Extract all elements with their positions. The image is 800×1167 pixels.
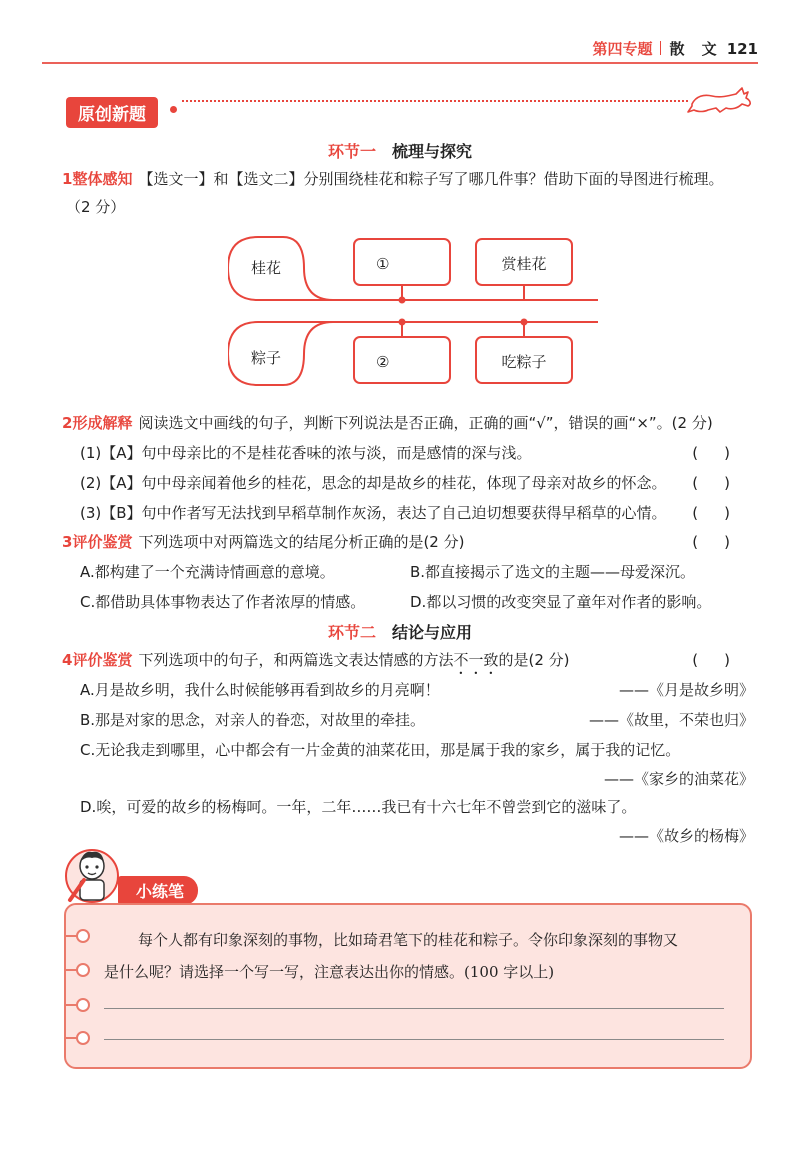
q2-tag: 形成解释 [72,414,133,432]
q3-option-c: C.都借助具体事物表达了作者浓厚的情感。 [80,593,366,611]
mind-map-box-1 [354,239,450,285]
q2-item-2: (2)【A】句中母亲闻着他乡的桂花，思念的却是故乡的桂花，体现了母亲对故乡的怀念。 [80,474,667,492]
mind-map-box-3-text: ② [376,353,390,371]
q4-text-after: 的是(2 分) [498,651,570,669]
q4-source-b: ——《故里，不荣也归》 [588,711,754,729]
q4-option-a: A.月是故乡明，我什么时候能够再看到故乡的月亮啊！ [80,681,440,699]
section1-title [0,139,800,162]
section1-name: 环节一 [327,142,376,161]
q3-number: 3 [62,533,73,551]
section2-name: 环节二 [327,623,376,642]
q4-emphasis: 不一致 [453,651,499,669]
q4-tag: 评价鉴赏 [72,651,133,669]
banner-dotted-line [182,100,688,104]
header-rule [42,62,758,64]
question-1 [62,166,762,192]
q4-number: 4 [62,651,73,669]
question-4 [62,647,762,678]
practice-prompt-line-1: 每个人都有印象深刻的事物，比如琦君笔下的桂花和粽子。令你印象深刻的事物又 [138,931,679,949]
q3-option-d: D.都以习惯的改变突显了童年对作者的影响。 [410,593,712,611]
q2-answer-1[interactable]: () [692,444,756,462]
q4-option-d: D.唉，可爱的故乡的杨梅呵。一年，二年……我已有十六七年不曾尝到它的滋味了。 [80,798,637,816]
mind-map-box-4-text: 吃粽子 [501,353,547,371]
section2-title [0,620,800,643]
practice-prompt-line-2: 是什么呢？请选择一个写一写，注意表达出你的情感。(100 字以上) [104,963,555,981]
q2-text: 阅读选文中画线的句子，判断下列说法是否正确，正确的画“√”，错误的画“×”。(2 分) [138,414,713,432]
q3-text: 下列选项中对两篇选文的结尾分析正确的是(2 分) [138,533,465,551]
mind-map-node [399,319,406,326]
mind-map-label-bottom: 粽子 [250,349,282,367]
mind-map-label-top: 桂花 [250,259,282,277]
mind-map-node [521,319,528,326]
mind-map-diagram [228,225,608,395]
q2-answer-3[interactable]: () [692,504,756,522]
student-avatar-icon [64,840,124,910]
section1-heading: 梳理与探究 [392,142,473,161]
mind-map-node [399,297,406,304]
q2-item-3: (3)【B】句中作者写无法找到早稻草制作灰汤，表达了自己迫切想要获得早稻草的心情。 [80,504,667,522]
q1-number: 1 [62,170,73,188]
q4-source-c: ——《家乡的油菜花》 [603,770,754,788]
q3-answer[interactable]: () [692,533,756,551]
q3-tag: 评价鉴赏 [72,533,133,551]
binder-ring [76,963,90,977]
q4-text-before: 下列选项中的句子，和两篇选文表达情感的方法 [138,651,454,669]
banner-tag: 原创新题 [66,97,158,128]
q1-tag: 整体感知 [72,170,133,188]
q4-source-a: ——《月是故乡明》 [618,681,754,699]
binder-ring [76,929,90,943]
header-separator [660,41,661,55]
running-cat-icon [686,82,758,118]
question-3 [62,529,762,555]
page-number: 121 [726,40,758,58]
header-topic: 第四专题 [592,40,653,58]
q3-option-b: B.都直接揭示了选文的主题——母爱深沉。 [410,563,696,581]
writing-line-2[interactable] [104,1039,724,1040]
writing-line-1[interactable] [104,1008,724,1009]
binder-ring [76,1031,90,1045]
q2-number: 2 [62,414,73,432]
mind-map-box-2-text: 赏桂花 [501,255,547,273]
q4-option-c: C.无论我走到哪里，心中都会有一片金黄的油菜花田，那是属于我的家乡，属于我的记忆。 [80,741,681,759]
practice-tag: 小练笔 [118,876,198,905]
q4-answer[interactable]: () [692,651,756,669]
mind-map-box-3 [354,337,450,383]
question-2 [62,410,762,436]
q2-answer-2[interactable]: () [692,474,756,492]
q1-text: 【选文一】和【选文二】分别围绕桂花和粽子写了哪几件事？借助下面的导图进行梳理。 [138,170,724,188]
banner-dot [170,106,177,113]
q2-item-1: (1)【A】句中母亲比的不是桂花香味的浓与淡，而是感情的深与浅。 [80,444,532,462]
q4-source-d: ——《故乡的杨梅》 [618,827,754,845]
header-genre: 散 文 [669,40,723,58]
q3-option-a: A.都构建了一个充满诗情画意的意境。 [80,563,335,581]
binder-ring [76,998,90,1012]
q1-score: （2 分） [66,198,126,216]
page-header [592,38,758,59]
section2-heading: 结论与应用 [392,623,473,642]
mind-map-box-1-text: ① [376,255,390,273]
q4-option-b: B.那是对家的思念，对亲人的眷恋，对故里的牵挂。 [80,711,426,729]
